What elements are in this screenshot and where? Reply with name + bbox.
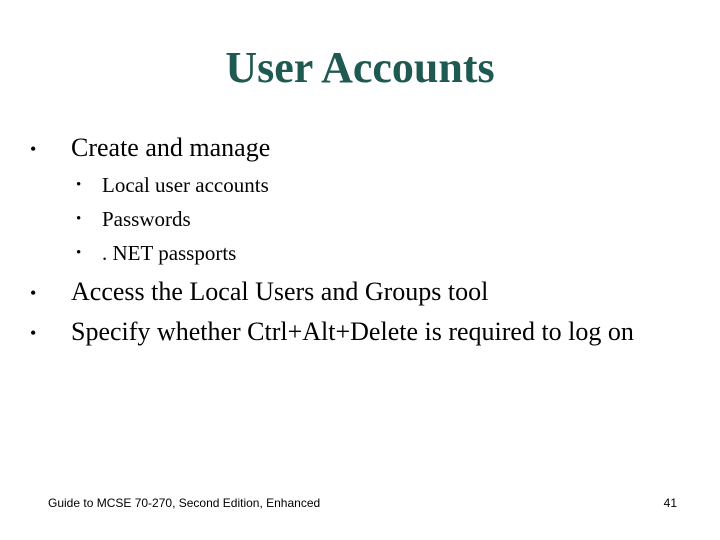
sub-bullet-text: Local user accounts <box>102 173 269 197</box>
slide-title: User Accounts <box>225 43 495 92</box>
bullet-text: Specify whether Ctrl+Alt+Delete is required to log on <box>71 317 634 346</box>
bullet-dot-icon: • <box>30 139 37 159</box>
bullet-dot-icon: • <box>30 283 37 303</box>
bullet-text: Create and manage <box>71 133 271 162</box>
bullet-dot-icon: • <box>76 211 82 227</box>
sub-bullet-text: Passwords <box>102 207 191 231</box>
footer-book-title: Guide to MCSE 70-270, Second Edition, Enhanced <box>48 496 321 510</box>
bullet-dot-icon: • <box>30 323 37 343</box>
bullet-dot-icon: • <box>76 177 82 193</box>
bullet-dot-icon: • <box>76 245 82 261</box>
sub-bullet-text: . NET passports <box>102 241 237 265</box>
bullet-text: Access the Local Users and Groups tool <box>71 277 489 306</box>
footer-page-number: 41 <box>663 496 677 510</box>
